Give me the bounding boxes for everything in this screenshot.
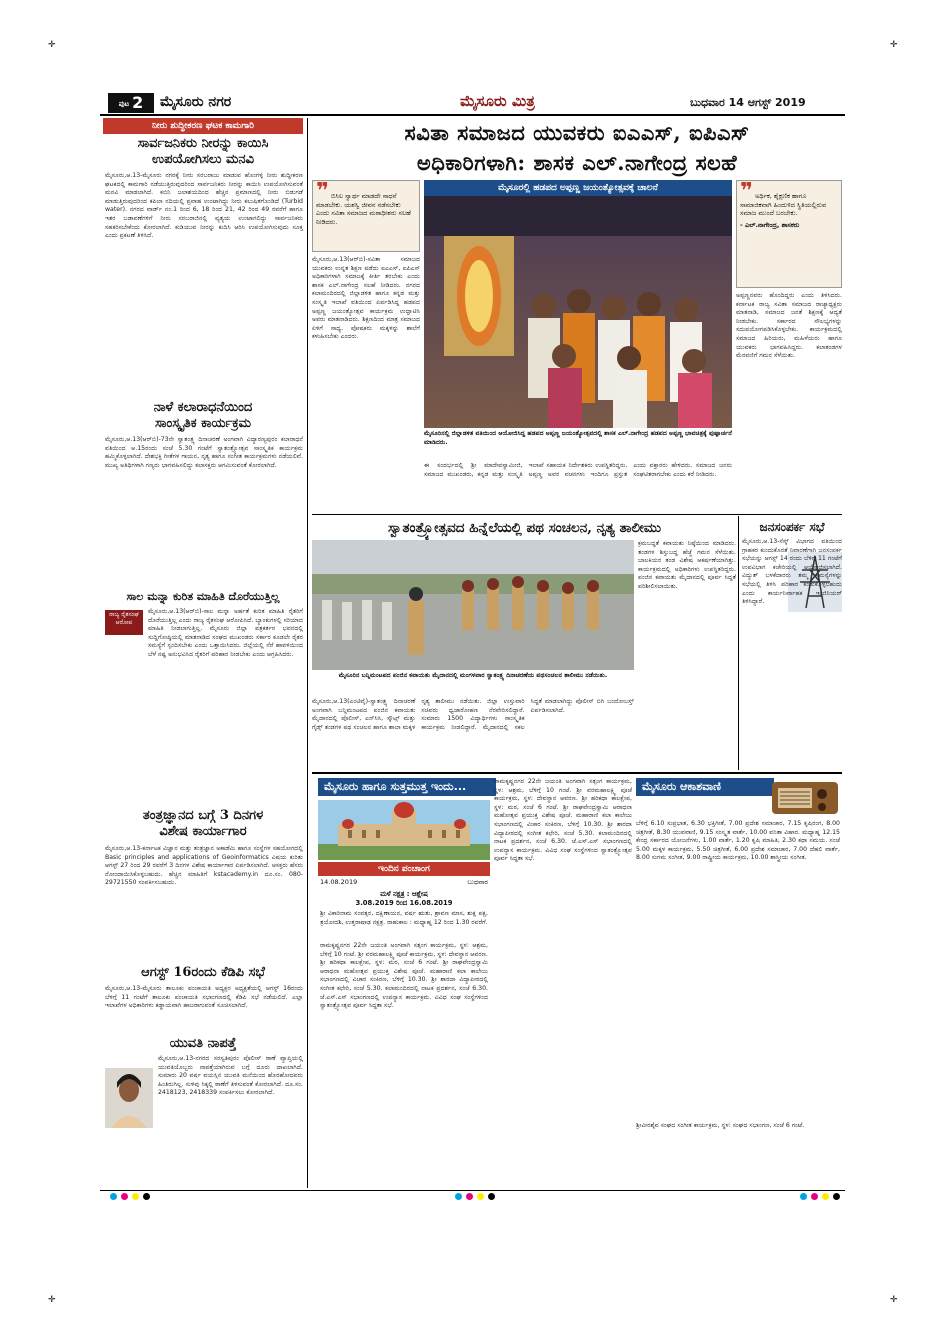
article-body: ಕ್ರಮಬದ್ಧತೆ ಕವಾಯತು ನಿಷ್ಠೆಯಿಂದ ಮಾಡಿದರು. ತಂಡಗಳ ಶಿಸ್ತುಬದ್ಧ ಹೆಜ್ಜೆ ಗಮನ ಸೆಳೆಯಿತು. ಬಾಲಕಿಯರ ತಂಡ ವಿಶೇಷ ಆಕರ್ಷಣೆಯಾಗಿತ್ತು. ಕಾರ್ಯಕ್ರಮದಲ್ಲಿ ಅಧಿಕಾರಿಗಳು ಉಪಸ್ಥಿತರಿದ್ದರು. ಪಂಜಿನ ಕವಾಯತು ಮೈದಾನದಲ್ಲಿ ಪೂರ್ವ ಸಿದ್ಧತೆ ಪರಿಶೀಲಿಸಲಾಯಿತು. (638, 540, 736, 590)
label-badge: ರಾಜ್ಯ ರೈತಸಂಘ ಆರೋಪ (105, 610, 143, 635)
radio-icon (770, 778, 840, 818)
events-footer: ಶ್ರೀವೀರಶೈವ ಸಂಘದ ಸಂಗೀತ ಕಾರ್ಯಕ್ರಮ, ಸ್ಥಳ: ಸಂಘದ ಸಭಾಂಗಣ, ಸಂಜೆ 6 ಗಂಟೆ. (636, 1122, 805, 1129)
footer-rule (100, 1190, 845, 1191)
radio-header: ಮೈಸೂರು ಆಕಾಶವಾಣಿ (636, 778, 774, 796)
photo-band: ಮೈಸೂರಲ್ಲಿ ಹಡಪದ ಅಪ್ಪಣ್ಣ ಜಯಂತ್ಯೋತ್ಸವಕ್ಕೆ ಚಾಲನೆ (424, 180, 732, 196)
article-body: ಮೈಸೂರು,ಆ.13-ಕರ್ನಾಟಕ ವಿಜ್ಞಾನ ಮತ್ತು ತಂತ್ರಜ್ಞಾನ ಅಕಾಡೆಮಿ ಹಾಗೂ ಸಂಸ್ಥೆಗಳ ಸಹಯೋಗದಲ್ಲಿ Basic principles and applications of Geoinformatics ವಿಷಯ ಕುರಿತು ಆಗಸ್ಟ್ 27 ರಿಂದ 29 ರವರೆಗೆ 3 ದಿನಗಳ ವಿಶೇಷ ಕಾರ್ಯಾಗಾರ ಏರ್ಪಡಿಸಲಾಗಿದೆ. ಆಸಕ್ತರು ಹೆಸರು ನೋಂದಾಯಿಸಿಕೊಳ್ಳಬಹುದು. ಹೆಚ್ಚಿನ ಮಾಹಿತಿಗೆ kstacademy.in ದೂ.ಸಂ. 080-29721550 ಸಂಪರ್ಕಿಸಬಹುದು. (105, 845, 303, 887)
section-rule (312, 772, 842, 774)
column-rule (738, 516, 739, 770)
print-color-dots (110, 1193, 150, 1200)
panchanga-header: ಇಂದಿನ ಪಂಚಾಂಗ (318, 862, 490, 876)
headline: ಸಾರ್ವಜನಿಕರು ನೀರನ್ನು ಕಾಯಿಸಿ ಉಪಯೋಗಿಸಲು ಮನವಿ (137, 136, 269, 167)
article-body: ಮೈಸೂರು,ಆ.13(ಆರ್‌ಬಿ)-ಸಾಲ ಮನ್ನಾ ಅರ್ಹತೆ ಕುರಿತ ಮಾಹಿತಿ ರೈತರಿಗೆ ದೊರೆಯುತ್ತಿಲ್ಲ ಎಂದು ರಾಜ್ಯ ರೈತಸಂಘ ಆರೋಪಿಸಿದೆ. ಬ್ಯಾಂಕುಗಳಲ್ಲಿ ಸರಿಯಾದ ಮಾಹಿತಿ ನೀಡಲಾಗುತ್ತಿಲ್ಲ. ಮೈಸೂರು ಜಿಲ್ಲಾ ಪತ್ರಕರ್ತರ ಭವನದಲ್ಲಿ ಸುದ್ದಿಗೋಷ್ಠಿಯಲ್ಲಿ ಮಾತನಾಡಿದ ಸಂಘದ ಮುಖಂಡರು ಸರ್ಕಾರ ಕೂಡಲೇ ರೈತರ ಸಮಸ್ಯೆಗೆ ಸ್ಪಂದಿಸಬೇಕು ಎಂದು ಒತ್ತಾಯಿಸಿದರು. ಜಿಲ್ಲೆಯಲ್ಲಿ ನೆರೆ ಹಾವಳಿಯಿಂದ ಬೆಳೆ ನಷ್ಟ ಅನುಭವಿಸಿದ ರೈತರಿಗೆ ಪರಿಹಾರ ನೀಡಬೇಕು ಎಂದು ಆಗ್ರಹಿಸಿದರು. (148, 608, 303, 658)
main-headline: ಸವಿತಾ ಸಮಾಜದ ಯುವಕರು ಐಎಎಸ್, ಐಪಿಎಸ್ ಅಧಿಕಾರಿಗಳಾಗಿ: ಶಾಸಕ ಎಲ್.ನಾಗೇಂದ್ರ ಸಲಹೆ (404, 120, 750, 175)
article-body: ಮೈಸೂರು,ಆ.13(ಆರ್‌ಬಿ)-73ನೇ ಸ್ವಾತಂತ್ರ್ಯ ದಿನಾಚರಣೆ ಅಂಗವಾಗಿ ವಿದ್ಯಾರಣ್ಯಪುರಂ ಕಲಾರಾಧನೆ ವತಿಯಿಂದ ಆ.15ರಂದು ಸಂಜೆ 5.30 ಗಂಟೆಗೆ ಸ್ವಾತಂತ್ರ್ಯೋತ್ಸವ ಸಾಂಸ್ಕೃತಿಕ ಕಾರ್ಯಕ್ರಮ ಹಮ್ಮಿಕೊಳ್ಳಲಾಗಿದೆ. ದೇಶಭಕ್ತಿ ಗೀತೆಗಳ ಗಾಯನ, ನೃತ್ಯ ಹಾಗೂ ಸಂಗೀತ ಕಾರ್ಯಕ್ರಮಗಳು ನಡೆಯಲಿವೆ. ಮುಖ್ಯ ಅತಿಥಿಗಳಾಗಿ ಗಣ್ಯರು ಭಾಗವಹಿಸಲಿದ್ದು ಕಲಾಸಕ್ತರು ಆಗಮಿಸುವಂತೆ ಕೋರಲಾಗಿದೆ. (105, 436, 303, 469)
registration-mark: ✛ (890, 1295, 898, 1305)
article-body: ಮೈಸೂರು,ಆ.13-ಸೆಸ್ಕ್ ವಿಭಾಗದ ವತಿಯಿಂದ ಗ್ರಾಹಕರ ಕುಂದುಕೊರತೆ ನಿವಾರಣೆಗಾಗಿ ಜನಸಂಪರ್ಕ ಸಭೆಯನ್ನು ಆಗಸ್ಟ್ 14 ರಂದು ಬೆಳಿಗ್ಗೆ 11 ಗಂಟೆಗೆ ಉಪವಿಭಾಗ ಕಚೇರಿಯಲ್ಲಿ ಆಯೋಜಿಸಲಾಗಿದೆ. ವಿದ್ಯುತ್ ಬಳಕೆದಾರರು ತಮ್ಮ ಸಮಸ್ಯೆಗಳನ್ನು ಸಭೆಯಲ್ಲಿ ತಿಳಿಸಿ ಪರಿಹಾರ ಕಂಡುಕೊಳ್ಳಬಹುದು ಎಂದು ಕಾರ್ಯನಿರ್ವಾಹಕ ಇಂಜಿನಿಯರ್ ತಿಳಿಸಿದ್ದಾರೆ. (742, 538, 842, 606)
events-list: ರಾಮಕೃಷ್ಣನಗರ 22ನೇ ಜಯಂತಿ ಅಂಗವಾಗಿ ಸತ್ಸಂಗ ಕಾರ್ಯಕ್ರಮ, ಸ್ಥಳ: ಆಶ್ರಮ, ಬೆಳಿಗ್ಗೆ 10 ಗಂಟೆ. ಶ್ರೀ ವರಮಹಾಲಕ್ಷ್ಮಿ ಪೂಜೆ ಕಾರ್ಯಕ್ರಮ, ಸ್ಥಳ: ದೇವಸ್ಥಾನ ಆವರಣ. ಶ್ರೀ ಹರಿಕಥಾ ಕಾಲಕ್ಷೇಪ, ಸ್ಥಳ: ಮಠ, ಸಂಜೆ 6 ಗಂಟೆ. ಶ್ರೀ ರಾಘವೇಂದ್ರಸ್ವಾಮಿ ಆರಾಧನಾ ಮಹೋತ್ಸವ ಪ್ರಯುಕ್ತ ವಿಶೇಷ ಪೂಜೆ. ಮಹಾರಾಣಿ ಕಲಾ ಕಾಲೇಜು ಸಭಾಂಗಣದಲ್ಲಿ ವಿಚಾರ ಸಂಕಿರಣ, ಬೆಳಿಗ್ಗೆ 10.30. ಶ್ರೀ ಶಾರದಾ ವಿದ್ಯಾಪೀಠದಲ್ಲಿ ಸಂಗೀತ ಕಛೇರಿ, ಸಂಜೆ 5.30. ಕಲಾಮಂದಿರದಲ್ಲಿ ನಾಟಕ ಪ್ರದರ್ಶನ, ಸಂಜೆ 6.30. ಜೆ.ಎಸ್.ಎಸ್ ಸಭಾಂಗಣದಲ್ಲಿ ಉಪನ್ಯಾಸ ಕಾರ್ಯಕ್ರಮ. ವಿವಿಧ ಸಂಘ ಸಂಸ್ಥೆಗಳಿಂದ ಸ್ವಾತಂತ್ರ್ಯೋತ್ಸವ ಪೂರ್ವ ಸಿದ್ಧತಾ ಸಭೆ. (320, 942, 488, 1010)
article-body: ಮೈಸೂರು,ಆ.13-ಮೈಸೂರು ನಗರಕ್ಕೆ ನೀರು ಸರಬರಾಜು ಮಾಡುವ ಹೊಂಗಳ್ಳಿ ನೀರು ಶುದ್ಧೀಕರಣ ಘಟಕದಲ್ಲಿ ಕಾಮಗಾರಿ ನಡೆಯುತ್ತಿರುವುದರಿಂದ ಸಾರ್ವಜನಿಕರು ನೀರನ್ನು ಕಾಯಿಸಿ ಉಪಯೋಗಿಸುವಂತೆ ಮನವಿ ಮಾಡಲಾಗಿದೆ. ಕಬಿನಿ ಜಲಾಶಯದಿಂದ ಹೆಚ್ಚಿನ ಪ್ರಮಾಣದಲ್ಲಿ ನೀರು ಬಿಡುಗಡೆ ಮಾಡುತ್ತಿರುವುದರಿಂದ ಕಪಿಲಾ ನದಿಯಲ್ಲಿ ಪ್ರವಾಹ ಉಂಟಾಗಿದ್ದು ನೀರು ಕಲುಷಿತಗೊಂಡಿದೆ (Turbid water). ನಗರದ ವಾರ್ಡ್ ನಂ.1 ರಿಂದ 6, 18 ರಿಂದ 21, 42 ರಿಂದ 49 ರವರೆಗೆ ಹಾಗೂ ಇತರ ಬಡಾವಣೆಗಳಿಗೆ ನೀರು ಸರಬರಾಜಿನಲ್ಲಿ ವ್ಯತ್ಯಯ ಉಂಟಾಗಲಿದ್ದು ಸಾರ್ವಜನಿಕರು ಸಹಕರಿಸಬೇಕೆಂದು ಕೋರಲಾಗಿದೆ. ಕುಡಿಯುವ ನೀರನ್ನು ಕುದಿಸಿ ಆರಿಸಿ ಉಪಯೋಗಿಸುವುದು ಸೂಕ್ತ ಎಂದು ಪ್ರಕಟಣೆ ತಿಳಿಸಿದೆ. (105, 172, 303, 240)
registration-mark: ✛ (48, 1295, 56, 1305)
events-list: ರಾಮಕೃಷ್ಣನಗರ 22ನೇ ಜಯಂತಿ ಅಂಗವಾಗಿ ಸತ್ಸಂಗ ಕಾರ್ಯಕ್ರಮ, ಸ್ಥಳ: ಆಶ್ರಮ, ಬೆಳಿಗ್ಗೆ 10 ಗಂಟೆ. ಶ್ರೀ ವರಮಹಾಲಕ್ಷ್ಮಿ ಪೂಜೆ ಕಾರ್ಯಕ್ರಮ, ಸ್ಥಳ: ದೇವಸ್ಥಾನ ಆವರಣ. ಶ್ರೀ ಹರಿಕಥಾ ಕಾಲಕ್ಷೇಪ, ಸ್ಥಳ: ಮಠ, ಸಂಜೆ 6 ಗಂಟೆ. ಶ್ರೀ ರಾಘವೇಂದ್ರಸ್ವಾಮಿ ಆರಾಧನಾ ಮಹೋತ್ಸವ ಪ್ರಯುಕ್ತ ವಿಶೇಷ ಪೂಜೆ. ಮಹಾರಾಣಿ ಕಲಾ ಕಾಲೇಜು ಸಭಾಂಗಣದಲ್ಲಿ ವಿಚಾರ ಸಂಕಿರಣ, ಬೆಳಿಗ್ಗೆ 10.30. ಶ್ರೀ ಶಾರದಾ ವಿದ್ಯಾಪೀಠದಲ್ಲಿ ಸಂಗೀತ ಕಛೇರಿ, ಸಂಜೆ 5.30. ಕಲಾಮಂದಿರದಲ್ಲಿ ನಾಟಕ ಪ್ರದರ್ಶನ, ಸಂಜೆ 6.30. ಜೆ.ಎಸ್.ಎಸ್ ಸಭಾಂಗಣದಲ್ಲಿ ಉಪನ್ಯಾಸ ಕಾರ್ಯಕ್ರಮ. ವಿವಿಧ ಸಂಘ ಸಂಸ್ಥೆಗಳಿಂದ ಸ್ವಾತಂತ್ರ್ಯೋತ್ಸವ ಪೂರ್ವ ಸಿದ್ಧತಾ ಸಭೆ. (494, 778, 632, 863)
headline: ನಾಳೆ ಕಲಾರಾಧನೆಯಿಂದ ಸಾಂಸ್ಕೃತಿಕ ಕಾರ್ಯಕ್ರಮ (153, 400, 253, 431)
section-rule (312, 514, 842, 515)
header-rule (100, 114, 845, 116)
headline: ಜನಸಂಪರ್ಕ ಸಭೆ (759, 520, 825, 534)
panchanga-body: ಶ್ರೀ ವಿಕಾರಿನಾಮ ಸಂವತ್ಸರ, ದಕ್ಷಿಣಾಯನ, ವರ್ಷ ಋತು, ಶ್ರಾವಣ ಮಾಸ, ಶುಕ್ಲ ಪಕ್ಷ, ತ್ರಯೋದಶಿ, ಉತ್ತರಾಷಾಢ ನಕ್ಷತ್ರ. ರಾಹುಕಾಲ : ಮಧ್ಯಾಹ್ನ 12 ರಿಂದ 1.30 ರವರೆಗೆ. (320, 910, 488, 926)
quote-icon: ❞ (316, 179, 329, 204)
newspaper-logo: ಮೈಸೂರು ಮಿತ್ರ (460, 92, 535, 110)
print-color-dots (800, 1193, 840, 1200)
story-tag: ನೀರು ಶುದ್ಧೀಕರಣ ಘಟಕ ಕಾಮಗಾರಿ (103, 118, 303, 134)
photo-caption: ಮೈಸೂರಿನಲ್ಲಿ ಜಿಲ್ಲಾಡಳಿತ ವತಿಯಿಂದ ಆಯೋಜಿಸಿದ್ದ ಹಡಪದ ಅಪ್ಪಣ್ಣ ಜಯಂತ್ಯೋತ್ಸವದಲ್ಲಿ ಶಾಸಕ ಎಲ್.ನಾಗೇಂದ್ರ ಹಡಪದ ಅಪ್ಪಣ್ಣ ಭಾವಚಿತ್ರಕ್ಕೆ ಪುಷ್ಪಾರ್ಚನೆ ಮಾಡಿದರು. (424, 430, 732, 446)
event-photo (424, 196, 732, 428)
radio-schedule: ಬೆಳಿಗ್ಗೆ 6.10 ಸುಪ್ರಭಾತ, 6.30 ಭಕ್ತಿಗೀತೆ, 7.00 ಪ್ರದೇಶ ಸಮಾಚಾರ, 7.15 ಕೃಷಿರಂಗ, 8.00 ಚಿತ್ರಗೀತೆ, 8.30 ಯುವವಾಣಿ, 9.15 ಸಂಸ್ಕೃತ ವಾರ್ತೆ, 10.00 ವನಿತಾ ವಿಹಾರ. ಮಧ್ಯಾಹ್ನ 12.15 ಕೇಂದ್ರ ಸರ್ಕಾರದ ಯೋಜನೆಗಳು, 1.00 ವಾರ್ತೆ, 1.20 ಕೃಷಿ ಮಾಹಿತಿ, 2.30 ಕಥಾ ಸಮಯ. ಸಂಜೆ 5.00 ಮಕ್ಕಳ ಕಾರ್ಯಕ್ರಮ, 5.50 ಚಿತ್ರಗೀತೆ, 6.00 ಪ್ರದೇಶ ಸಮಾಚಾರ, 7.00 ದೆಹಲಿ ವಾರ್ತೆ, 8.00 ಸುಗಮ ಸಂಗೀತ, 9.00 ರಾಷ್ಟ್ರೀಯ ಕಾರ್ಯಕ್ರಮ, 10.00 ಶಾಸ್ತ್ರೀಯ ಸಂಗೀತ. (636, 820, 840, 862)
article-body: ಮೈಸೂರು,ಆ.13(ಆರ್‌ಬಿ)-ಸವಿತಾ ಸಮಾಜದ ಯುವಕರು ಉನ್ನತ ಶಿಕ್ಷಣ ಪಡೆದು ಐಎಎಸ್, ಐಪಿಎಸ್ ಅಧಿಕಾರಿಗಳಾಗಿ ಸಮಾಜಕ್ಕೆ ಕೀರ್ತಿ ತರಬೇಕು ಎಂದು ಶಾಸಕ ಎಲ್.ನಾಗೇಂದ್ರ ಸಲಹೆ ನೀಡಿದರು. ನಗರದ ಕಲಾಮಂದಿರದಲ್ಲಿ ಜಿಲ್ಲಾಡಳಿತ ಹಾಗೂ ಕನ್ನಡ ಮತ್ತು ಸಂಸ್ಕೃತಿ ಇಲಾಖೆ ವತಿಯಿಂದ ಏರ್ಪಡಿಸಿದ್ದ ಹಡಪದ ಅಪ್ಪಣ್ಣ ಜಯಂತ್ಯೋತ್ಸವ ಕಾರ್ಯಕ್ರಮ ಉದ್ಘಾಟಿಸಿ ಅವರು ಮಾತನಾಡಿದರು. ಶಿಕ್ಷಣದಿಂದ ಮಾತ್ರ ಸಮಾಜದ ಏಳಿಗೆ ಸಾಧ್ಯ. ಪೋಷಕರು ಮಕ್ಕಳನ್ನು ಶಾಲೆಗೆ ಕಳುಹಿಸಬೇಕು ಎಂದರು. (312, 256, 420, 341)
parade-photo (312, 540, 634, 670)
column-rule (307, 118, 308, 1188)
article-body: ಈ ಸಂದರ್ಭದಲ್ಲಿ ಶ್ರೀ ಮಾದೇವಸ್ವಾಮೀಜಿ, ಸಮಾಜದ ಮುಖಂಡರು, ಕನ್ನಡ ಮತ್ತು ಸಂಸ್ಕೃತಿ ಇಲಾಖೆ ಸಹಾಯಕ ನಿರ್ದೇಶಕರು ಉಪಸ್ಥಿತರಿದ್ದರು. ಅಪ್ಪಣ್ಣ ಅವರ ವಚನಗಳು ಇಂದಿಗೂ ಪ್ರಸ್ತುತ ಎಂದು ವಕ್ತಾರರು ಹೇಳಿದರು. ಸಮಾಜದ ಜನರು ಸಂಘಟಿತರಾಗಬೇಕು ಎಂದು ಕರೆ ನೀಡಿದರು. (424, 462, 732, 478)
quote-box: ❞ ಬಿಸಿಲ ಸ್ವಾರ್ಥ ಮಾಡದೇ ಸಾಧನೆ ಮಾಡಬೇಕು. ಯಶಸ್ವಿ ಜೀವನ ನಡೆಸಬೇಕು ಎಂದು ಸವಿತಾ ಸಮಾಜದ ಮಠಾಧೀಶರು ಸಲಹೆ ನೀಡಿದರು. (312, 180, 420, 252)
registration-mark: ✛ (890, 40, 898, 50)
missing-person-photo (105, 1068, 153, 1128)
events-header: ಮೈಸೂರು ಹಾಗೂ ಸುತ್ತಮುತ್ತ ಇಂದು... (318, 778, 496, 796)
issue-date: ಬುಧವಾರ 14 ಆಗಸ್ಟ್ 2019 (690, 96, 806, 109)
headline: ಸಾಲ ಮನ್ನಾ ಕುರಿತ ಮಾಹಿತಿ ದೊರೆಯುತ್ತಿಲ್ಲ (126, 590, 280, 603)
palace-photo (318, 800, 490, 860)
article-body: ಮೈಸೂರು,ಆ.13(ಎಂಟಿವೈ)-ಸ್ವಾತಂತ್ರ್ಯ ದಿನಾಚರಣೆ ಅಂಗವಾಗಿ ಬನ್ನಿಮಂಟಪದ ಪಂಜಿನ ಕವಾಯತು ಮೈದಾನದಲ್ಲಿ ಪೊಲೀಸ್, ಎನ್‌ಸಿಸಿ, ಸ್ಕೌಟ್ಸ್ ಮತ್ತು ಗೈಡ್ಸ್ ತಂಡಗಳ ಪಥ ಸಂಚಲನ ಹಾಗೂ ಶಾಲಾ ಮಕ್ಕಳ ನೃತ್ಯ ತಾಲೀಮು ನಡೆಯಿತು. ಜಿಲ್ಲಾ ಉಸ್ತುವಾರಿ ಸಚಿವರು ಧ್ವಜಾರೋಹಣ ನೆರವೇರಿಸಲಿದ್ದಾರೆ. ಸುಮಾರು 1500 ವಿದ್ಯಾರ್ಥಿಗಳು ಸಾಂಸ್ಕೃತಿಕ ಕಾರ್ಯಕ್ರಮ ನೀಡಲಿದ್ದಾರೆ. ಮೈದಾನದಲ್ಲಿ ಸಕಲ ಸಿದ್ಧತೆ ಮಾಡಲಾಗಿದ್ದು ಪೊಲೀಸ್ ಬಿಗಿ ಬಂದೋಬಸ್ತ್ ಏರ್ಪಡಿಸಲಾಗಿದೆ. (312, 698, 634, 731)
panchanga-date-row: 14.08.2019 ಬುಧವಾರ (320, 878, 488, 886)
quote-icon: ❞ (740, 179, 753, 204)
section-title: ಮೈಸೂರು ನಗರ (160, 94, 232, 110)
page-number-box: ಪುಟ 2 (108, 93, 154, 113)
panchanga-rain-star: ಮಳೆ ನಕ್ಷತ್ರ : ಆಶ್ಲೇಷ 3.08.2019 ರಿಂದ 16.08.2019 (355, 890, 453, 907)
headline: ಸ್ವಾತಂತ್ರ್ಯೋತ್ಸವದ ಹಿನ್ನೆಲೆಯಲ್ಲಿ ಪಥ ಸಂಚಲನ, ನೃತ್ಯ ತಾಲೀಮು (387, 520, 661, 536)
registration-mark: ✛ (48, 40, 56, 50)
article-body: ಮೈಸೂರು,ಆ.13-ನಗರದ ಸರಸ್ವತಿಪುರಂ ಪೊಲೀಸ್ ಠಾಣೆ ವ್ಯಾಪ್ತಿಯಲ್ಲಿ ಯುವತಿಯೊಬ್ಬರು ನಾಪತ್ತೆಯಾಗಿರುವ ಬಗ್ಗೆ ದೂರು ದಾಖಲಾಗಿದೆ. ಸುಮಾರು 20 ವರ್ಷ ವಯಸ್ಸಿನ ಯುವತಿ ಮನೆಯಿಂದ ಹೊರಹೋದವರು ಹಿಂತಿರುಗಿಲ್ಲ. ಸುಳಿವು ಸಿಕ್ಕಲ್ಲಿ ಠಾಣೆಗೆ ತಿಳಿಸುವಂತೆ ಕೋರಲಾಗಿದೆ. ದೂ.ಸಂ. 2418123, 2418339 ಸಂಪರ್ಕಿಸಲು ಕೋರಲಾಗಿದೆ. (158, 1055, 303, 1097)
headline: ತಂತ್ರಜ್ಞಾನದ ಬಗ್ಗೆ 3 ದಿನಗಳ ವಿಶೇಷ ಕಾರ್ಯಾಗಾರ (142, 808, 264, 839)
article-body: ಮೈಸೂರು,ಆ.13-ಮೈಸೂರು ತಾಲೂಕು ಪಂಚಾಯತಿ ಅಧ್ಯಕ್ಷರ ಅಧ್ಯಕ್ಷತೆಯಲ್ಲಿ ಆಗಸ್ಟ್ 16ರಂದು ಬೆಳಿಗ್ಗೆ 11 ಗಂಟೆಗೆ ತಾಲೂಕು ಪಂಚಾಯತಿ ಸಭಾಂಗಣದಲ್ಲಿ ಕೆಡಿಪಿ ಸಭೆ ನಡೆಯಲಿದೆ. ಎಲ್ಲಾ ಇಲಾಖೆಗಳ ಅಧಿಕಾರಿಗಳು ಕಡ್ಡಾಯವಾಗಿ ಹಾಜರಾಗುವಂತೆ ಸೂಚಿಸಲಾಗಿದೆ. (105, 985, 303, 1010)
headline: ಯುವತಿ ನಾಪತ್ತೆ (169, 1036, 237, 1051)
quote-box: ❞ ಅರ್ಥಿಕ, ಶೈಕ್ಷಣಿಕ ಹಾಗೂ ಸಾಮಾಜಿಕವಾಗಿ ಹಿಂದುಳಿದ ಸ್ಥಿತಿಯಲ್ಲಿರುವ ಸಮಾಜ ಮುಂದೆ ಬರಬೇಕು. - ಎಲ್.ನಾಗೇಂದ್ರ, ಶಾಸಕರು (736, 180, 842, 288)
photo-caption: ಮೈಸೂರಿನ ಬನ್ನಿಮಂಟಪದ ಪಂಜಿನ ಕವಾಯತು ಮೈದಾನದಲ್ಲಿ ಮಂಗಳವಾರ ಸ್ವಾತಂತ್ರ್ಯ ದಿನಾಚರಣೆಯ ಪಥಸಂಚಲನ ತಾಲೀಮು ನಡೆಯಿತು. (338, 672, 608, 679)
headline: ಆಗಸ್ಟ್ 16ರಂದು ಕೆಡಿಪಿ ಸಭೆ (141, 965, 265, 980)
print-color-dots (455, 1193, 495, 1200)
article-body: ಅಪ್ಪಣ್ಣನವರು ಹೊಂದಿದ್ದರು ಎಂದು ತಿಳಿಸಿದರು. ಕರ್ನಾಟಕ ರಾಜ್ಯ ಸವಿತಾ ಸಮಾಜದ ರಾಜ್ಯಾಧ್ಯಕ್ಷರು ಮಾತನಾಡಿ, ಸಮಾಜದ ಜನತೆ ಶಿಕ್ಷಣಕ್ಕೆ ಆದ್ಯತೆ ನೀಡಬೇಕು. ಸರ್ಕಾರದ ಸೌಲಭ್ಯಗಳನ್ನು ಸದುಪಯೋಗಪಡಿಸಿಕೊಳ್ಳಬೇಕು. ಕಾರ್ಯಕ್ರಮದಲ್ಲಿ ಸಮಾಜದ ಹಿರಿಯರು, ಮಹಿಳೆಯರು ಹಾಗೂ ಯುವಕರು ಭಾಗವಹಿಸಿದ್ದರು. ಕಲಾತಂಡಗಳ ಮೆರವಣಿಗೆ ಗಮನ ಸೆಳೆಯಿತು. (736, 292, 842, 360)
